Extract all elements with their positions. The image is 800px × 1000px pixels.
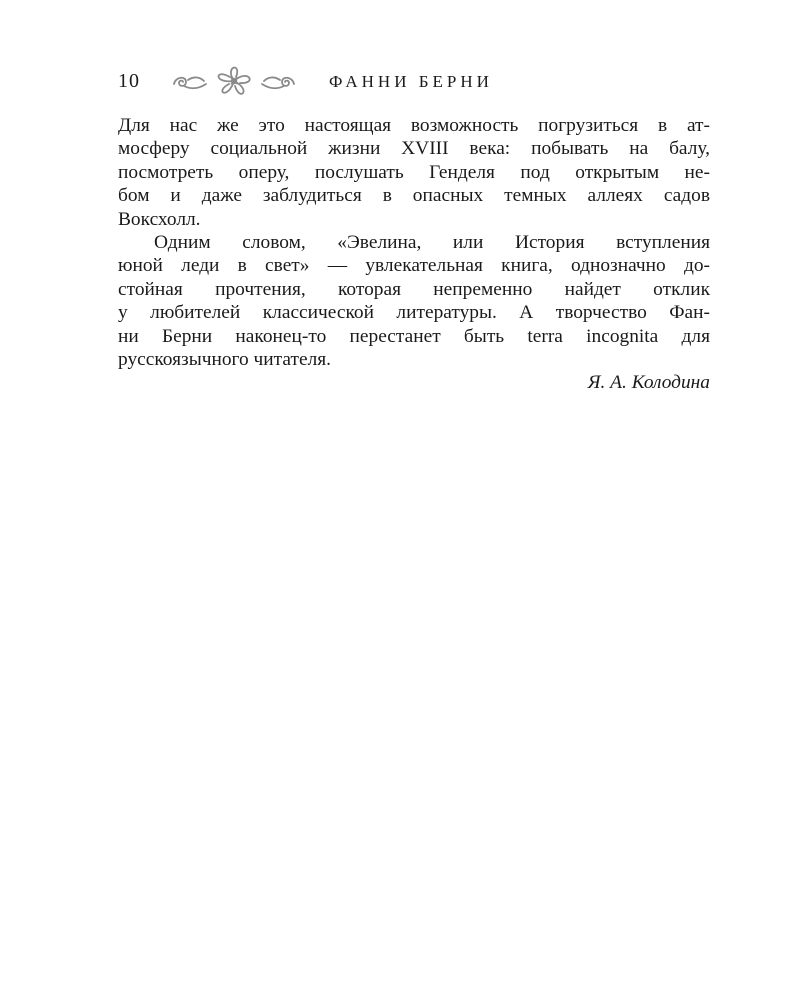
text-line: Воксхолл.: [118, 208, 201, 230]
flower-scroll-ornament-icon: [170, 62, 298, 100]
page-number: 10: [118, 70, 140, 92]
text-line: у любителей классической литературы. А творчество Фан-: [118, 302, 710, 324]
text-line: Для нас же это настоящая возможность погрузиться в ат-: [118, 115, 710, 136]
author-signature: Я. А. Колодина: [587, 372, 710, 394]
running-title: ФАННИ БЕРНИ: [329, 72, 493, 91]
text-line: русскоязычного читателя.: [118, 348, 332, 370]
text-line: стойная прочтения, которая непременно найдет отклик: [118, 278, 710, 300]
text-line: бом и даже заблудиться в опасных темных аллеях садов: [118, 185, 710, 207]
text-line: юной леди в свет» — увлекательная книга, однозначно до-: [118, 255, 710, 277]
text-line: мосферу социальной жизни XVIII века: побывать на балу,: [118, 138, 710, 160]
body-text: [118, 114, 710, 395]
text-line: Одним словом, «Эвелина, или История вступления: [154, 231, 710, 253]
text-line: ни Берни наконец-то перестанет быть terra incognita для: [118, 325, 710, 347]
page-header: [118, 62, 718, 100]
text-line: посмотреть оперу, послушать Генделя под открытым не-: [118, 161, 710, 183]
